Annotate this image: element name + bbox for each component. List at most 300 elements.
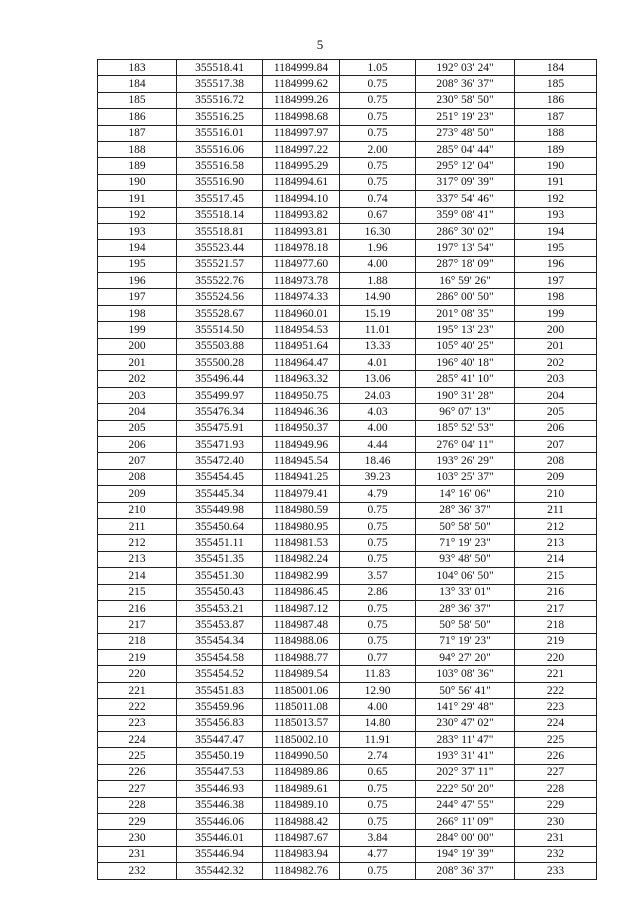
table-row [98,764,597,780]
cell-point-from: 192 [98,207,177,223]
table-row [98,535,597,551]
table-row [98,568,597,584]
table-row [98,125,597,141]
cell-x-coordinate: 355523.44 [177,240,263,256]
cell-point-from: 213 [98,551,177,567]
table-row [98,322,597,338]
cell-distance: 4.00 [340,420,416,436]
cell-point-from: 187 [98,125,177,141]
cell-y-coordinate: 1184960.01 [263,305,340,321]
cell-point-to: 223 [515,699,597,715]
page-number: 5 [316,37,324,52]
cell-point-to: 195 [515,240,597,256]
table-row [98,551,597,567]
cell-bearing: 222° 50' 20" [416,781,515,797]
cell-y-coordinate: 1184977.60 [263,256,340,272]
table-row [98,223,597,239]
cell-x-coordinate: 355518.81 [177,223,263,239]
table-row [98,863,597,879]
cell-distance: 0.75 [340,813,416,829]
cell-distance: 0.75 [340,502,416,518]
cell-y-coordinate: 1184999.84 [263,60,340,76]
cell-x-coordinate: 355454.45 [177,469,263,485]
cell-distance: 0.75 [340,781,416,797]
cell-x-coordinate: 355471.93 [177,436,263,452]
cell-y-coordinate: 1184954.53 [263,322,340,338]
cell-x-coordinate: 355496.44 [177,371,263,387]
cell-point-from: 224 [98,732,177,748]
cell-y-coordinate: 1185013.57 [263,715,340,731]
cell-point-to: 221 [515,666,597,682]
cell-point-to: 217 [515,600,597,616]
cell-y-coordinate: 1185002.10 [263,732,340,748]
cell-point-from: 204 [98,404,177,420]
cell-distance: 4.44 [340,436,416,452]
cell-point-from: 212 [98,535,177,551]
cell-y-coordinate: 1184999.26 [263,92,340,108]
cell-distance: 0.75 [340,600,416,616]
cell-point-to: 228 [515,781,597,797]
cell-point-to: 204 [515,387,597,403]
cell-bearing: 337° 54' 46" [416,191,515,207]
cell-x-coordinate: 355516.25 [177,109,263,125]
cell-point-from: 198 [98,305,177,321]
cell-bearing: 208° 36' 37" [416,76,515,92]
cell-x-coordinate: 355446.01 [177,830,263,846]
cell-point-to: 198 [515,289,597,305]
cell-bearing: 13° 33' 01" [416,584,515,600]
table-row [98,76,597,92]
cell-distance: 11.83 [340,666,416,682]
cell-y-coordinate: 1184989.54 [263,666,340,682]
cell-point-from: 227 [98,781,177,797]
cell-bearing: 286° 00' 50" [416,289,515,305]
cell-x-coordinate: 355516.58 [177,158,263,174]
cell-y-coordinate: 1185001.06 [263,682,340,698]
cell-x-coordinate: 355516.01 [177,125,263,141]
cell-bearing: 185° 52' 53" [416,420,515,436]
cell-bearing: 16° 59' 26" [416,273,515,289]
cell-bearing: 201° 08' 35" [416,305,515,321]
table-row [98,781,597,797]
cell-x-coordinate: 355522.76 [177,273,263,289]
cell-point-to: 218 [515,617,597,633]
cell-y-coordinate: 1184993.81 [263,223,340,239]
cell-distance: 18.46 [340,453,416,469]
cell-point-from: 194 [98,240,177,256]
cell-bearing: 230° 58' 50" [416,92,515,108]
cell-bearing: 141° 29' 48" [416,699,515,715]
cell-distance: 3.84 [340,830,416,846]
cell-point-to: 185 [515,76,597,92]
cell-y-coordinate: 1184989.86 [263,764,340,780]
cell-bearing: 94° 27' 20" [416,650,515,666]
cell-bearing: 193° 31' 41" [416,748,515,764]
cell-x-coordinate: 355514.50 [177,322,263,338]
cell-point-to: 229 [515,797,597,813]
cell-bearing: 251° 19' 23" [416,109,515,125]
cell-point-to: 205 [515,404,597,420]
cell-y-coordinate: 1184987.12 [263,600,340,616]
cell-point-from: 199 [98,322,177,338]
cell-y-coordinate: 1184950.37 [263,420,340,436]
cell-y-coordinate: 1184993.82 [263,207,340,223]
cell-distance: 14.90 [340,289,416,305]
table-row [98,256,597,272]
cell-bearing: 192° 03' 24" [416,60,515,76]
cell-x-coordinate: 355442.32 [177,863,263,879]
cell-point-to: 224 [515,715,597,731]
cell-distance: 16.30 [340,223,416,239]
cell-x-coordinate: 355454.58 [177,650,263,666]
cell-point-from: 185 [98,92,177,108]
cell-point-from: 186 [98,109,177,125]
cell-bearing: 197° 13' 54" [416,240,515,256]
table-row [98,715,597,731]
table-row [98,699,597,715]
cell-point-from: 230 [98,830,177,846]
table-row [98,240,597,256]
cell-bearing: 266° 11' 09" [416,813,515,829]
cell-y-coordinate: 1184949.96 [263,436,340,452]
cell-point-to: 215 [515,568,597,584]
table-row [98,633,597,649]
cell-point-from: 205 [98,420,177,436]
cell-distance: 0.75 [340,76,416,92]
cell-distance: 4.03 [340,404,416,420]
cell-x-coordinate: 355524.56 [177,289,263,305]
cell-y-coordinate: 1184998.68 [263,109,340,125]
cell-bearing: 283° 11' 47" [416,732,515,748]
cell-point-to: 189 [515,141,597,157]
cell-point-to: 212 [515,518,597,534]
cell-bearing: 103° 08' 36" [416,666,515,682]
table-row [98,846,597,862]
cell-x-coordinate: 355450.64 [177,518,263,534]
table-row [98,207,597,223]
cell-point-from: 196 [98,273,177,289]
table-row [98,682,597,698]
table-row [98,469,597,485]
cell-point-from: 225 [98,748,177,764]
cell-point-from: 207 [98,453,177,469]
cell-x-coordinate: 355447.47 [177,732,263,748]
cell-point-from: 197 [98,289,177,305]
cell-distance: 1.05 [340,60,416,76]
cell-bearing: 244° 47' 55" [416,797,515,813]
cell-x-coordinate: 355449.98 [177,502,263,518]
table-row [98,338,597,354]
cell-distance: 0.75 [340,174,416,190]
table-row [98,273,597,289]
cell-point-from: 201 [98,355,177,371]
cell-point-from: 210 [98,502,177,518]
cell-y-coordinate: 1184980.59 [263,502,340,518]
cell-distance: 0.67 [340,207,416,223]
cell-point-from: 190 [98,174,177,190]
cell-x-coordinate: 355518.14 [177,207,263,223]
cell-point-from: 220 [98,666,177,682]
cell-x-coordinate: 355518.41 [177,60,263,76]
cell-point-from: 221 [98,682,177,698]
cell-point-to: 214 [515,551,597,567]
cell-bearing: 50° 56' 41" [416,682,515,698]
cell-distance: 3.57 [340,568,416,584]
table-row [98,600,597,616]
cell-x-coordinate: 355451.35 [177,551,263,567]
cell-distance: 4.00 [340,699,416,715]
cell-bearing: 286° 30' 02" [416,223,515,239]
cell-distance: 0.75 [340,551,416,567]
cell-x-coordinate: 355521.57 [177,256,263,272]
cell-bearing: 28° 36' 37" [416,502,515,518]
cell-bearing: 71° 19' 23" [416,535,515,551]
cell-point-to: 210 [515,486,597,502]
cell-y-coordinate: 1184995.29 [263,158,340,174]
cell-bearing: 273° 48' 50" [416,125,515,141]
cell-point-to: 190 [515,158,597,174]
cell-distance: 13.06 [340,371,416,387]
cell-distance: 12.90 [340,682,416,698]
cell-y-coordinate: 1184981.53 [263,535,340,551]
cell-distance: 0.75 [340,535,416,551]
cell-bearing: 194° 19' 39" [416,846,515,862]
cell-point-to: 187 [515,109,597,125]
cell-bearing: 208° 36' 37" [416,863,515,879]
cell-bearing: 295° 12' 04" [416,158,515,174]
cell-point-to: 188 [515,125,597,141]
cell-y-coordinate: 1184989.61 [263,781,340,797]
cell-distance: 0.65 [340,764,416,780]
cell-bearing: 202° 37' 11" [416,764,515,780]
cell-point-to: 196 [515,256,597,272]
cell-point-to: 231 [515,830,597,846]
coordinates-table-body [98,60,597,880]
cell-y-coordinate: 1184982.99 [263,568,340,584]
table-row [98,813,597,829]
cell-point-to: 226 [515,748,597,764]
cell-x-coordinate: 355472.40 [177,453,263,469]
cell-distance: 1.88 [340,273,416,289]
cell-y-coordinate: 1184973.78 [263,273,340,289]
cell-y-coordinate: 1184951.64 [263,338,340,354]
table-row [98,191,597,207]
cell-distance: 0.75 [340,617,416,633]
cell-bearing: 285° 41' 10" [416,371,515,387]
cell-x-coordinate: 355503.88 [177,338,263,354]
cell-bearing: 359° 08' 41" [416,207,515,223]
cell-point-to: 225 [515,732,597,748]
cell-point-to: 211 [515,502,597,518]
cell-x-coordinate: 355451.30 [177,568,263,584]
cell-x-coordinate: 355446.93 [177,781,263,797]
cell-point-from: 219 [98,650,177,666]
cell-point-from: 228 [98,797,177,813]
cell-distance: 15.19 [340,305,416,321]
cell-point-to: 193 [515,207,597,223]
cell-x-coordinate: 355528.67 [177,305,263,321]
cell-y-coordinate: 1184982.76 [263,863,340,879]
cell-x-coordinate: 355456.83 [177,715,263,731]
cell-y-coordinate: 1184963.32 [263,371,340,387]
cell-distance: 0.75 [340,863,416,879]
cell-bearing: 196° 40' 18" [416,355,515,371]
cell-point-from: 184 [98,76,177,92]
cell-y-coordinate: 1184964.47 [263,355,340,371]
cell-distance: 11.01 [340,322,416,338]
table-row [98,797,597,813]
cell-x-coordinate: 355499.97 [177,387,263,403]
cell-point-to: 194 [515,223,597,239]
cell-point-from: 226 [98,764,177,780]
cell-point-from: 203 [98,387,177,403]
table-row [98,732,597,748]
cell-bearing: 276° 04' 11" [416,436,515,452]
cell-point-from: 200 [98,338,177,354]
cell-bearing: 96° 07' 13" [416,404,515,420]
table-row [98,158,597,174]
cell-distance: 0.75 [340,518,416,534]
cell-point-to: 202 [515,355,597,371]
cell-point-from: 206 [98,436,177,452]
cell-bearing: 103° 25' 37" [416,469,515,485]
cell-point-from: 183 [98,60,177,76]
cell-bearing: 285° 04' 44" [416,141,515,157]
cell-y-coordinate: 1184988.77 [263,650,340,666]
cell-point-from: 214 [98,568,177,584]
cell-bearing: 50° 58' 50" [416,617,515,633]
cell-bearing: 104° 06' 50" [416,568,515,584]
table-row [98,486,597,502]
cell-y-coordinate: 1184997.97 [263,125,340,141]
table-row [98,830,597,846]
cell-x-coordinate: 355459.96 [177,699,263,715]
cell-y-coordinate: 1184950.75 [263,387,340,403]
table-row [98,355,597,371]
cell-x-coordinate: 355446.94 [177,846,263,862]
cell-point-from: 222 [98,699,177,715]
cell-point-to: 219 [515,633,597,649]
cell-bearing: 28° 36' 37" [416,600,515,616]
cell-y-coordinate: 1184945.54 [263,453,340,469]
cell-point-from: 216 [98,600,177,616]
cell-point-to: 213 [515,535,597,551]
cell-point-from: 193 [98,223,177,239]
cell-distance: 11.91 [340,732,416,748]
table-row [98,387,597,403]
cell-distance: 4.79 [340,486,416,502]
table-row [98,109,597,125]
cell-x-coordinate: 355475.91 [177,420,263,436]
cell-point-to: 201 [515,338,597,354]
cell-point-to: 220 [515,650,597,666]
cell-point-to: 208 [515,453,597,469]
table-row [98,305,597,321]
cell-y-coordinate: 1184994.10 [263,191,340,207]
cell-y-coordinate: 1184978.18 [263,240,340,256]
table-row [98,404,597,420]
cell-point-to: 199 [515,305,597,321]
cell-y-coordinate: 1184990.50 [263,748,340,764]
cell-y-coordinate: 1184987.67 [263,830,340,846]
cell-point-to: 186 [515,92,597,108]
cell-distance: 0.75 [340,797,416,813]
cell-point-to: 222 [515,682,597,698]
cell-y-coordinate: 1184979.41 [263,486,340,502]
cell-bearing: 50° 58' 50" [416,518,515,534]
cell-point-from: 209 [98,486,177,502]
table-row [98,420,597,436]
cell-distance: 1.96 [340,240,416,256]
cell-y-coordinate: 1184988.06 [263,633,340,649]
cell-bearing: 190° 31' 28" [416,387,515,403]
cell-distance: 0.74 [340,191,416,207]
table-row [98,141,597,157]
cell-point-to: 233 [515,863,597,879]
cell-bearing: 317° 09' 39" [416,174,515,190]
cell-point-from: 208 [98,469,177,485]
cell-y-coordinate: 1184974.33 [263,289,340,305]
cell-distance: 0.75 [340,125,416,141]
cell-point-from: 188 [98,141,177,157]
cell-point-from: 232 [98,863,177,879]
cell-x-coordinate: 355446.38 [177,797,263,813]
cell-distance: 0.75 [340,158,416,174]
table-row [98,453,597,469]
cell-point-from: 189 [98,158,177,174]
cell-distance: 4.77 [340,846,416,862]
cell-x-coordinate: 355516.72 [177,92,263,108]
cell-x-coordinate: 355516.90 [177,174,263,190]
cell-y-coordinate: 1184999.62 [263,76,340,92]
cell-x-coordinate: 355450.43 [177,584,263,600]
cell-y-coordinate: 1184941.25 [263,469,340,485]
cell-y-coordinate: 1184986.45 [263,584,340,600]
cell-x-coordinate: 355451.83 [177,682,263,698]
cell-x-coordinate: 355453.87 [177,617,263,633]
cell-distance: 0.75 [340,109,416,125]
cell-point-from: 195 [98,256,177,272]
cell-point-to: 197 [515,273,597,289]
cell-distance: 0.75 [340,633,416,649]
cell-bearing: 287° 18' 09" [416,256,515,272]
cell-point-from: 223 [98,715,177,731]
cell-point-to: 216 [515,584,597,600]
cell-distance: 24.03 [340,387,416,403]
table-row [98,92,597,108]
cell-point-to: 184 [515,60,597,76]
cell-x-coordinate: 355451.11 [177,535,263,551]
cell-x-coordinate: 355500.28 [177,355,263,371]
cell-point-to: 200 [515,322,597,338]
cell-distance: 2.86 [340,584,416,600]
cell-x-coordinate: 355454.52 [177,666,263,682]
table-row [98,666,597,682]
cell-y-coordinate: 1184987.48 [263,617,340,633]
cell-x-coordinate: 355445.34 [177,486,263,502]
cell-y-coordinate: 1184946.36 [263,404,340,420]
cell-bearing: 71° 19' 23" [416,633,515,649]
cell-x-coordinate: 355476.34 [177,404,263,420]
cell-x-coordinate: 355454.34 [177,633,263,649]
table-row [98,174,597,190]
cell-x-coordinate: 355447.53 [177,764,263,780]
table-row [98,436,597,452]
table-row [98,60,597,76]
table-row [98,289,597,305]
table-row [98,502,597,518]
cell-distance: 2.74 [340,748,416,764]
